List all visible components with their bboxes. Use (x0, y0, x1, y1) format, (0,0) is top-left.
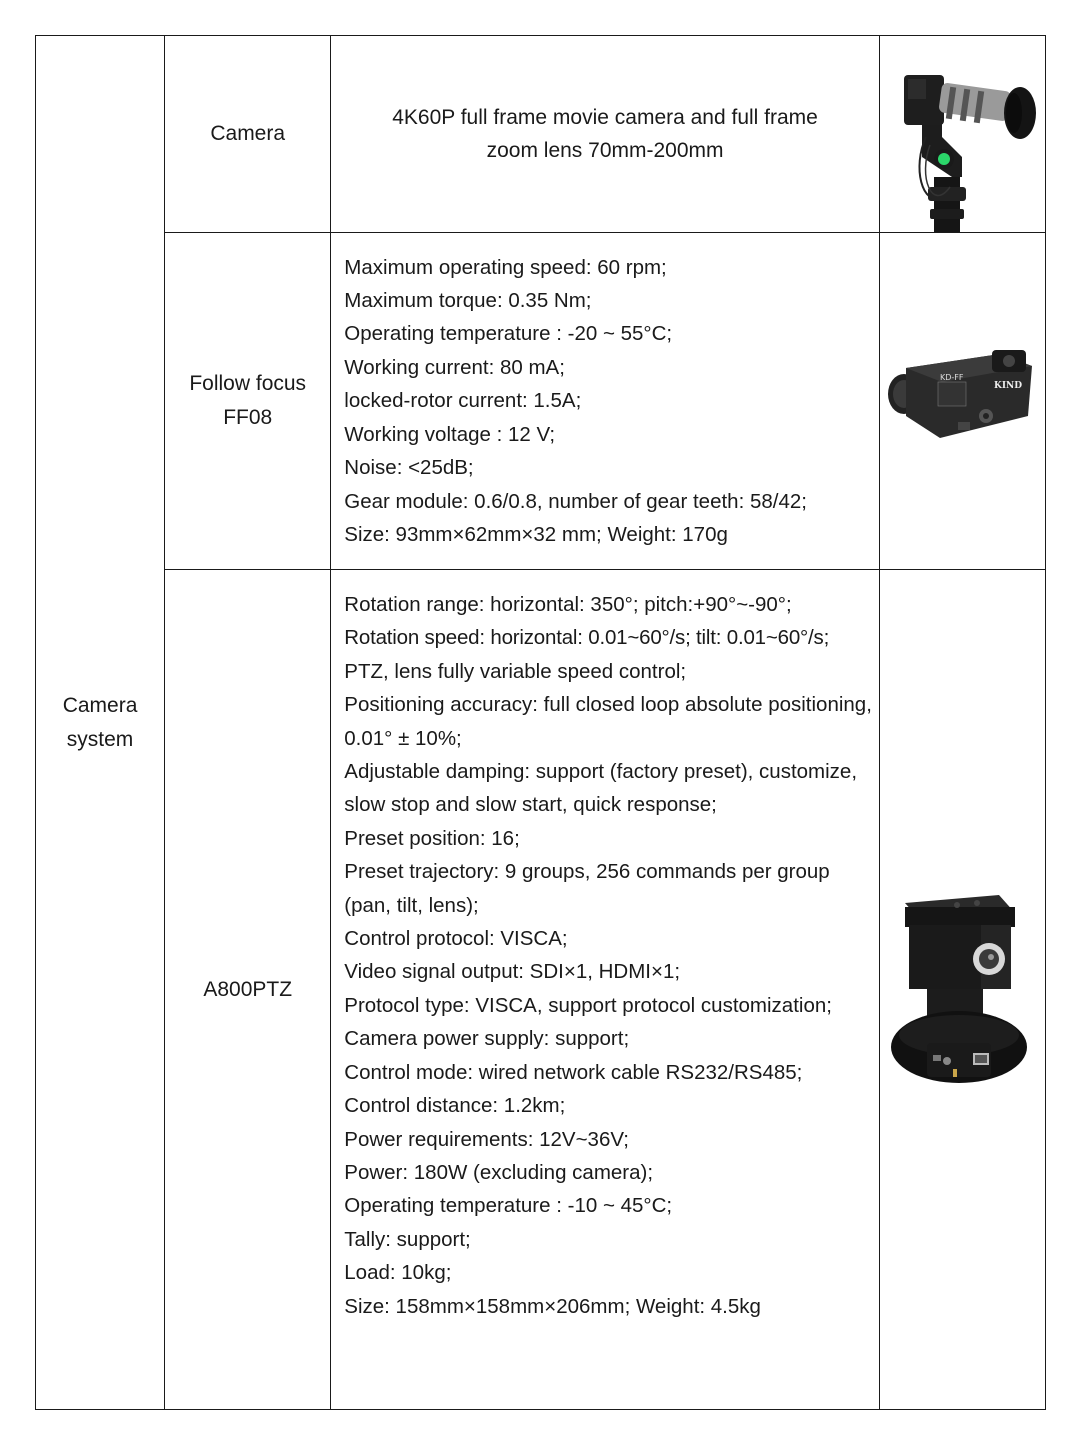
spec-item: Size: 158mm×158mm×206mm; Weight: 4.5kg (344, 1294, 761, 1318)
image-cell (879, 233, 1045, 570)
spec-item: Load: 10kg; (344, 1261, 452, 1285)
item-name-cell (165, 233, 331, 570)
spec-list (344, 588, 873, 1323)
table-row-camera (36, 36, 1046, 233)
spec-item: locked-rotor current: 1.5A; (344, 389, 582, 413)
description-cell (331, 36, 880, 233)
spec-item: Positioning accuracy: full closed loop absolute positioning, 0.01° ± 10%; (344, 693, 872, 750)
spec-item: Video signal output: SDI×1, HDMI×1; (344, 960, 681, 984)
spec-item: Noise: <25dB; (344, 456, 474, 480)
item-name: Follow focus FF08 (189, 372, 307, 429)
follow-focus-motor-icon (880, 346, 1045, 456)
spec-item: Working current: 80 mA; (344, 355, 565, 379)
spec-item: Maximum torque: 0.35 Nm; (344, 289, 592, 313)
camera-system-spec-table (35, 35, 1046, 1410)
spec-item: Rotation speed: horizontal: 0.01~60°/s; tilt: 0.01~60°/s; (344, 626, 830, 650)
spec-item: Control protocol: VISCA; (344, 927, 568, 951)
camera-with-zoom-lens-icon (880, 37, 1045, 232)
spec-item: Preset trajectory: 9 groups, 256 commands per group (pan, tilt, lens); (344, 860, 830, 917)
spec-item: Size: 93mm×62mm×32 mm; Weight: 170g (344, 522, 728, 546)
spec-item: Working voltage : 12 V; (344, 422, 556, 446)
follow-focus-brand-label: KIND (994, 381, 1023, 391)
spec-item: Power: 180W (excluding camera); (344, 1160, 654, 1184)
item-description: 4K60P full frame movie camera and full frame zoom lens 70mm-200mm (392, 106, 818, 162)
spec-item: Camera power supply: support; (344, 1027, 630, 1051)
system-label: Camera system (62, 693, 138, 751)
spec-list-cell (331, 570, 880, 1410)
spec-item: Operating temperature : -10 ~ 45°C; (344, 1194, 673, 1218)
spec-item: Adjustable damping: support (factory preset), customize, slow stop and slow start, quick response; (344, 760, 858, 817)
item-name-cell (165, 570, 331, 1410)
image-cell (879, 36, 1045, 233)
spec-item: PTZ, lens fully variable speed control; (344, 659, 687, 683)
spec-item: Power requirements: 12V~36V; (344, 1127, 629, 1151)
spec-list-cell (331, 233, 880, 570)
spec-item: Tally: support; (344, 1227, 471, 1251)
spec-item: Rotation range: horizontal: 350°; pitch:+90°~-90°; (344, 593, 792, 616)
item-name-cell (165, 36, 331, 233)
spec-item: Control mode: wired network cable RS232/RS485; (344, 1060, 803, 1084)
spec-item: Gear module: 0.6/0.8, number of gear teeth: 58/42; (344, 489, 807, 513)
table-row-a800ptz (36, 570, 1046, 1410)
follow-focus-model-label: KD-FF (940, 373, 964, 382)
spec-item: Operating temperature : -20 ~ 55°C; (344, 322, 673, 346)
item-name: Camera (210, 122, 286, 145)
spec-list (344, 251, 873, 552)
item-name: A800PTZ (203, 977, 293, 1001)
image-cell (879, 570, 1045, 1410)
spec-item: Protocol type: VISCA, support protocol customization; (344, 993, 832, 1017)
spec-item: Maximum operating speed: 60 rpm; (344, 255, 667, 279)
spec-item: Control distance: 1.2km; (344, 1094, 566, 1118)
system-label-cell (36, 36, 165, 1410)
ptz-pan-tilt-head-icon (880, 885, 1045, 1095)
spec-item: Preset position: 16; (344, 826, 520, 850)
table-row-follow-focus (36, 233, 1046, 570)
